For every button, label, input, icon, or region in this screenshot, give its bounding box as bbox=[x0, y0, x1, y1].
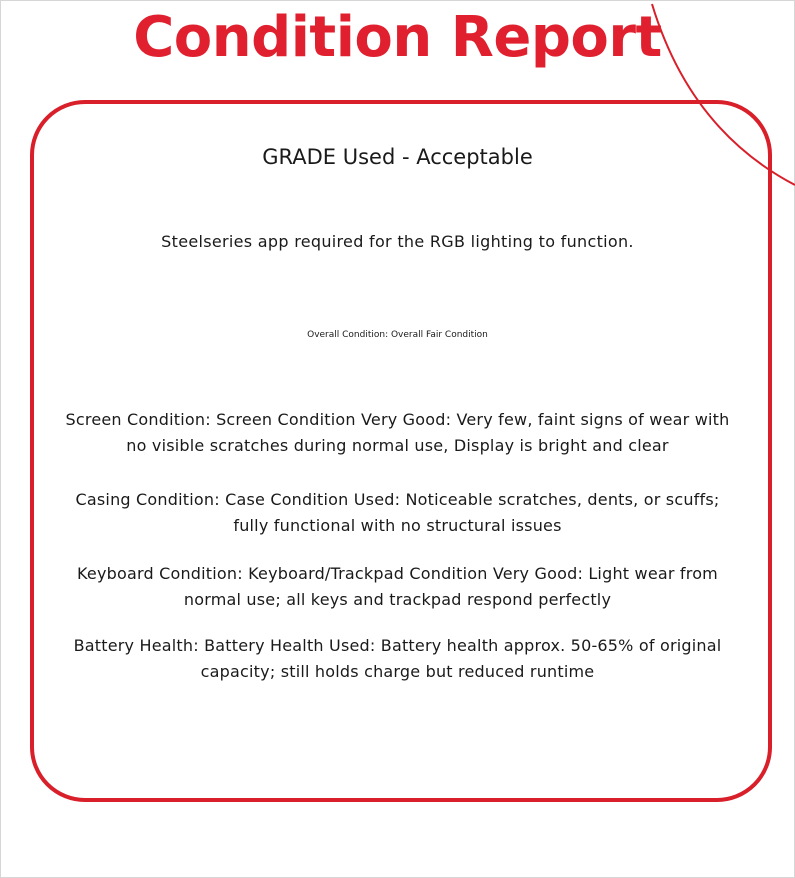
grade-label: GRADE Used - Acceptable bbox=[262, 145, 533, 169]
report-title: Condition Report bbox=[133, 5, 662, 70]
lighting-note: Steelseries app required for the RGB lighting to function. bbox=[161, 232, 634, 251]
battery-condition: Battery Health: Battery Health Used: Battery health approx. 50-65% of original capacity; still holds charge but reduced runtime bbox=[73, 636, 722, 681]
keyboard-condition: Keyboard Condition: Keyboard/Trackpad Condition Very Good: Light wear from normal use; all keys and trackpad respond perfectly bbox=[77, 564, 718, 609]
screen-condition: Screen Condition: Screen Condition Very Good: Very few, faint signs of wear with no visible scratches during normal use, Display is bright and clear bbox=[65, 410, 730, 455]
overall-condition: Overall Condition: Overall Fair Condition bbox=[307, 330, 488, 340]
casing-condition: Casing Condition: Case Condition Used: Noticeable scratches, dents, or scuffs; fully functional with no structural issues bbox=[75, 490, 720, 535]
